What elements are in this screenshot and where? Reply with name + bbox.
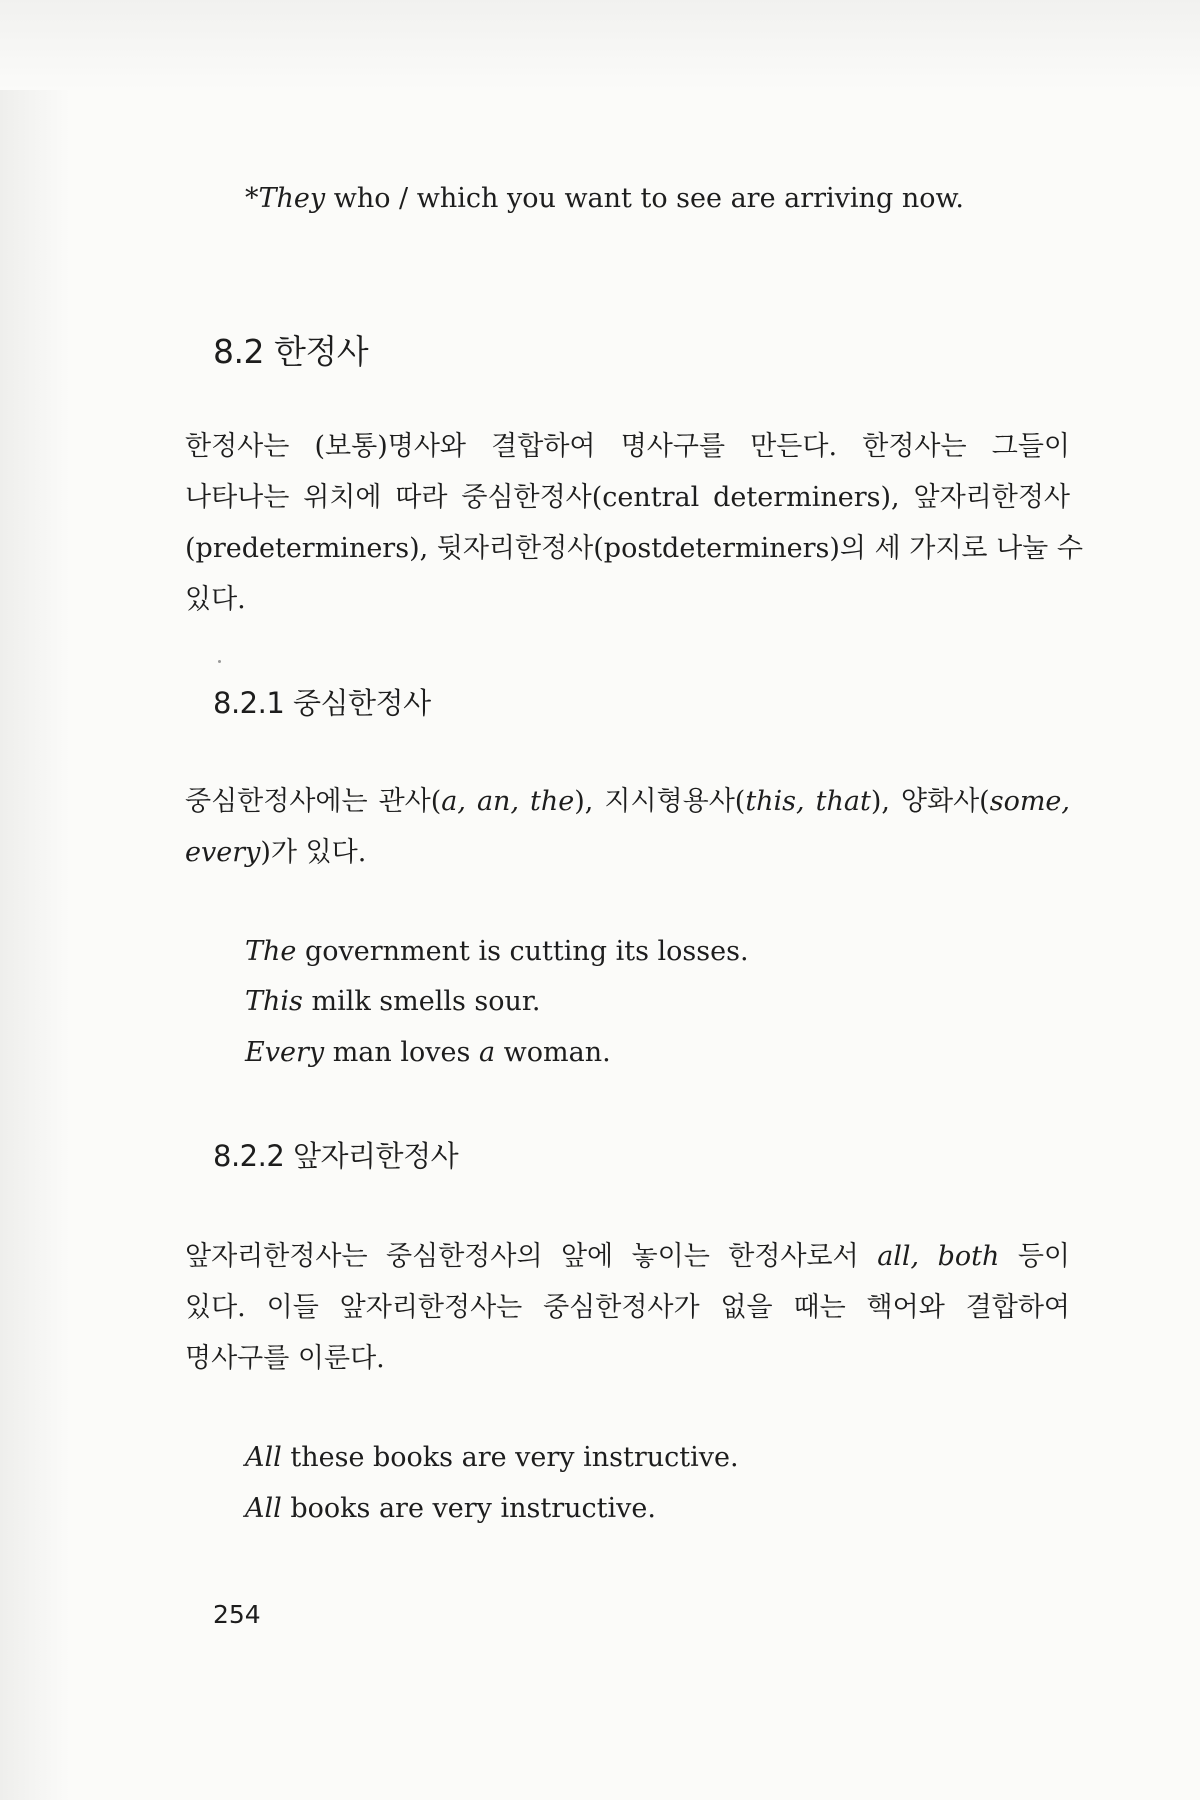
example-emphasis: Every	[245, 1037, 325, 1068]
paragraph-line: 있다.	[185, 584, 246, 615]
page-number: 254	[213, 1600, 261, 1629]
example-emphasis: a	[478, 1037, 496, 1068]
italic-term: all, both	[877, 1241, 1000, 1272]
ungrammatical-example	[245, 182, 964, 216]
section-heading-8-2: 8.2 한정사	[213, 332, 369, 371]
example-emphasis: All	[245, 1442, 282, 1473]
section-heading-8-2-2: 8.2.2 앞자리한정사	[213, 1139, 459, 1173]
example-emphasis: The	[245, 936, 297, 967]
italic-term: every	[185, 837, 261, 868]
paragraph-line: 나타나는 위치에 따라 중심한정사(central determiners), 앞자리한정사	[185, 482, 1070, 513]
paragraph-line: 한정사는 (보통)명사와 결합하여 명사구를 만든다. 한정사는 그들이	[185, 431, 1070, 462]
page-edge-shadow	[0, 0, 70, 1800]
paragraph-line: every)가 있다.	[185, 837, 367, 868]
example-sentence: The government is cutting its losses.	[245, 936, 749, 967]
paragraph-line: 중심한정사에는 관사(a, an, the), 지시형용사(this, that), 양화사(some,	[185, 786, 1070, 817]
italic-term: a, an, the	[441, 786, 575, 817]
italic-term: this, that	[745, 786, 871, 817]
example-sentence: Every man loves a woman.	[245, 1037, 611, 1068]
example-text: who / which you want to see are arriving now.	[325, 183, 964, 214]
example-emphasis: This	[245, 986, 303, 1017]
page-top-shadow	[0, 0, 1200, 90]
asterisk-marker: *	[245, 183, 259, 214]
example-sentence: All these books are very instructive.	[245, 1442, 739, 1473]
example-emphasis: They	[258, 183, 326, 214]
paragraph-line: (predeterminers), 뒷자리한정사(postdeterminers)의 세 가지로 나눌 수	[185, 533, 1083, 564]
paragraph-line: 있다. 이들 앞자리한정사는 중심한정사가 없을 때는 핵어와 결합하여	[185, 1292, 1070, 1323]
speck-mark	[218, 660, 221, 663]
example-emphasis: All	[245, 1493, 282, 1524]
paragraph-line: 앞자리한정사는 중심한정사의 앞에 놓이는 한정사로서 all, both 등이	[185, 1241, 1070, 1272]
example-sentence: This milk smells sour.	[245, 986, 541, 1017]
paragraph-line: 명사구를 이룬다.	[185, 1343, 385, 1374]
example-sentence: All books are very instructive.	[245, 1493, 656, 1524]
section-heading-8-2-1: 8.2.1 중심한정사	[213, 686, 431, 720]
italic-term: some,	[989, 786, 1070, 817]
